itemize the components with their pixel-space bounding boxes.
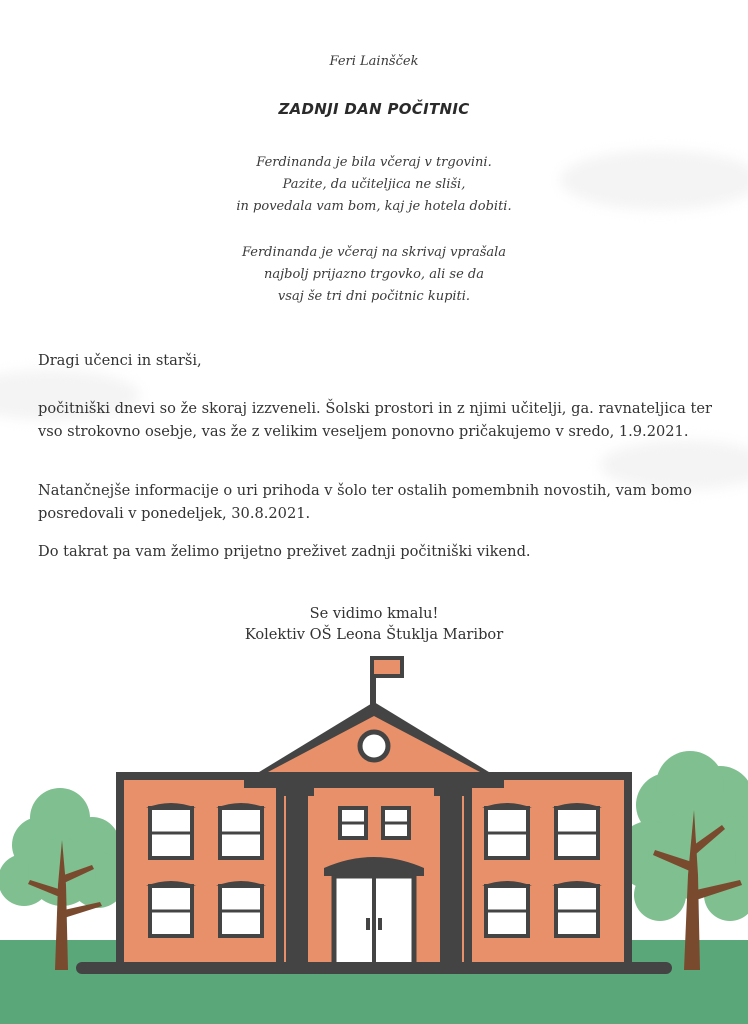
poem-author: Feri Lainšček: [329, 54, 419, 69]
poem-line: Ferdinanda je včeraj na skrivaj vprašala: [241, 245, 507, 260]
school-building-icon: [76, 658, 672, 974]
poem-line: in povedala vam bom, kaj je hotela dobiti.: [236, 199, 512, 214]
poem-line: Ferdinanda je bila včeraj v trgovini.: [256, 155, 492, 170]
letter-greeting: Dragi učenci in starši,: [38, 352, 202, 369]
poem-stanza-2: [0, 242, 748, 308]
poem-stanza-1: [0, 152, 748, 218]
poem-title: ZADNJI DAN POČITNIC: [278, 100, 470, 118]
poem-line: vsaj še tri dni počitnic kupiti.: [277, 289, 471, 304]
school-illustration: [0, 640, 748, 1024]
signature-line-1: Se vidimo kmalu!: [309, 605, 439, 622]
letter-paragraph-3: Do takrat pa vam želimo prijetno preživet zadnji počitniški vikend.: [38, 543, 531, 560]
letter-paragraph-2: Natančnejše informacije o uri prihoda v šolo ter ostalih pomembnih novostih, vam bomo posredovali v ponedeljek, 30.8.2021.: [38, 482, 692, 522]
poem-line: najbolj prijazno trgovko, ali se da: [264, 267, 484, 282]
letter-paragraph-1: počitniški dnevi so že skoraj izzveneli. Šolski prostori in z njimi učitelji, ga. ravnateljica ter vso strokovno osebje, vas že z velikim veseljem ponovno pričakujemo v sredo, 1.9.2021.: [38, 400, 712, 440]
signature-line-2: Kolektiv OŠ Leona Štuklja Maribor: [244, 626, 504, 643]
poem-line: Pazite, da učiteljica ne sliši,: [282, 177, 466, 192]
tree-icon: [616, 751, 748, 970]
